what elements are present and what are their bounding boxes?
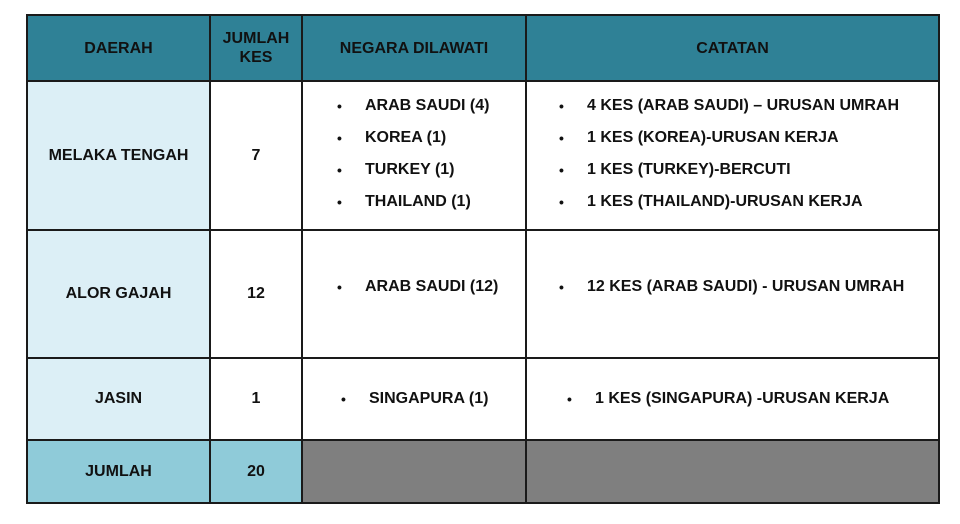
daerah-cell: JASIN bbox=[27, 358, 210, 440]
list-item: • THAILAND (1) bbox=[365, 192, 525, 224]
table-row bbox=[27, 81, 939, 230]
cases-table-container bbox=[26, 14, 938, 502]
list-item: • 1 KES (TURKEY)-BERCUTI bbox=[587, 160, 938, 192]
header-jumlah-kes bbox=[210, 15, 302, 81]
header-row bbox=[27, 15, 939, 81]
total-value: 20 bbox=[210, 440, 302, 503]
jumlah-kes-cell: 7 bbox=[210, 81, 302, 230]
negara-list bbox=[303, 82, 525, 224]
cases-table bbox=[26, 14, 940, 504]
header-jumlah-kes-line1: JUMLAH bbox=[222, 30, 290, 47]
catatan-cell bbox=[526, 230, 939, 358]
list-item: • ARAB SAUDI (12) bbox=[365, 277, 525, 309]
header-jumlah-kes-line2: KES bbox=[239, 49, 273, 66]
header-catatan: CATATAN bbox=[526, 15, 939, 81]
list-item: • TURKEY (1) bbox=[365, 160, 525, 192]
list-item: • 4 KES (ARAB SAUDI) – URUSAN UMRAH bbox=[587, 96, 938, 128]
catatan-list bbox=[527, 231, 938, 309]
list-item: • ARAB SAUDI (4) bbox=[365, 96, 525, 128]
catatan-cell bbox=[526, 358, 939, 440]
daerah-cell: ALOR GAJAH bbox=[27, 230, 210, 358]
header-negara-dilawati: NEGARA DILAWATI bbox=[302, 15, 526, 81]
list-item: • 1 KES (THAILAND)-URUSAN KERJA bbox=[587, 192, 938, 224]
jumlah-kes-cell: 1 bbox=[210, 358, 302, 440]
list-item: • 1 KES (SINGAPURA) -URUSAN KERJA bbox=[595, 389, 938, 421]
empty-cell bbox=[526, 440, 939, 503]
negara-cell bbox=[302, 358, 526, 440]
list-item: • 1 KES (KOREA)-URUSAN KERJA bbox=[587, 128, 938, 160]
jumlah-kes-cell: 12 bbox=[210, 230, 302, 358]
catatan-list bbox=[527, 359, 938, 421]
table-row bbox=[27, 230, 939, 358]
total-row bbox=[27, 440, 939, 503]
list-item: • 12 KES (ARAB SAUDI) - URUSAN UMRAH bbox=[587, 277, 938, 309]
negara-cell bbox=[302, 81, 526, 230]
negara-list bbox=[303, 359, 525, 421]
total-label: JUMLAH bbox=[27, 440, 210, 503]
empty-cell bbox=[302, 440, 526, 503]
list-item: • KOREA (1) bbox=[365, 128, 525, 160]
header-daerah: DAERAH bbox=[27, 15, 210, 81]
catatan-list bbox=[527, 82, 938, 224]
daerah-cell: MELAKA TENGAH bbox=[27, 81, 210, 230]
negara-cell bbox=[302, 230, 526, 358]
negara-list bbox=[303, 231, 525, 309]
list-item: • SINGAPURA (1) bbox=[369, 389, 525, 421]
catatan-cell bbox=[526, 81, 939, 230]
table-row bbox=[27, 358, 939, 440]
